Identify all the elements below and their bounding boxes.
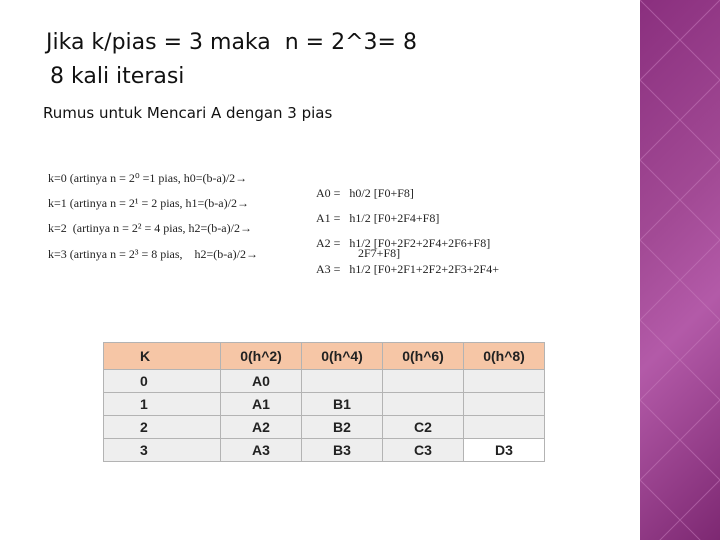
heading-line-1: Jika k/pias = 3 maka n = 2^3= 8 bbox=[46, 30, 417, 55]
formula-row-1-right: A1 = h1/2 [F0+2F4+F8] bbox=[316, 211, 440, 225]
table-cell bbox=[464, 370, 545, 393]
table-cell: B1 bbox=[302, 393, 383, 416]
table-header-h4: 0(h^4) bbox=[302, 343, 383, 370]
romberg-table bbox=[103, 342, 545, 462]
formula-row-1-left: k=1 (artinya n = 2¹ = 2 pias, h1=(b-a)/2→ bbox=[48, 196, 249, 210]
table-row bbox=[104, 370, 545, 393]
subheading: Rumus untuk Mencari A dengan 3 pias bbox=[43, 104, 333, 122]
table-header-h6: 0(h^6) bbox=[383, 343, 464, 370]
table-cell: 3 bbox=[104, 439, 221, 462]
formula-row-0 bbox=[48, 156, 414, 200]
diamond-pattern-icon bbox=[640, 0, 720, 540]
table-cell: A0 bbox=[221, 370, 302, 393]
table-cell: A2 bbox=[221, 416, 302, 439]
decorative-side-panel bbox=[640, 0, 720, 540]
table-row bbox=[104, 393, 545, 416]
formula-image bbox=[48, 150, 588, 276]
formula-row-3-right: A3 = h1/2 [F0+2F1+2F2+2F3+2F4+ bbox=[316, 262, 499, 276]
table-cell: 2 bbox=[104, 416, 221, 439]
table-cell: A3 bbox=[221, 439, 302, 462]
formula-row-0-left: k=0 (artinya n = 2⁰ =1 pias, h0=(b-a)/2→ bbox=[48, 171, 248, 185]
table-cell bbox=[302, 370, 383, 393]
table-header-h2: 0(h^2) bbox=[221, 343, 302, 370]
table-cell bbox=[464, 393, 545, 416]
table-cell bbox=[383, 370, 464, 393]
formula-row-3-left: k=3 (artinya n = 2³ = 8 pias, h2=(b-a)/2→ bbox=[48, 247, 258, 261]
table-cell: B2 bbox=[302, 416, 383, 439]
table-cell bbox=[383, 393, 464, 416]
table-header-row bbox=[104, 343, 545, 370]
table-header-k: K bbox=[104, 343, 221, 370]
table-cell: 1 bbox=[104, 393, 221, 416]
table-row bbox=[104, 439, 545, 462]
formula-row-2-left: k=2 (artinya n = 2² = 4 pias, h2=(b-a)/2→ bbox=[48, 221, 252, 235]
table-row bbox=[104, 416, 545, 439]
formula-row-3-continuation: 2F7+F8] bbox=[358, 246, 401, 260]
table-cell: C2 bbox=[383, 416, 464, 439]
table-cell: 0 bbox=[104, 370, 221, 393]
formula-row-0-right: A0 = h0/2 [F0+F8] bbox=[316, 186, 414, 200]
table-cell bbox=[464, 416, 545, 439]
heading-line-2: 8 kali iterasi bbox=[50, 64, 185, 89]
table-header-h8: 0(h^8) bbox=[464, 343, 545, 370]
table-cell: B3 bbox=[302, 439, 383, 462]
table-cell: A1 bbox=[221, 393, 302, 416]
table-cell: C3 bbox=[383, 439, 464, 462]
table-cell: D3 bbox=[464, 439, 545, 462]
formula-row-2-right: A2 = h1/2 [F0+2F2+2F4+2F6+F8] bbox=[316, 236, 491, 250]
